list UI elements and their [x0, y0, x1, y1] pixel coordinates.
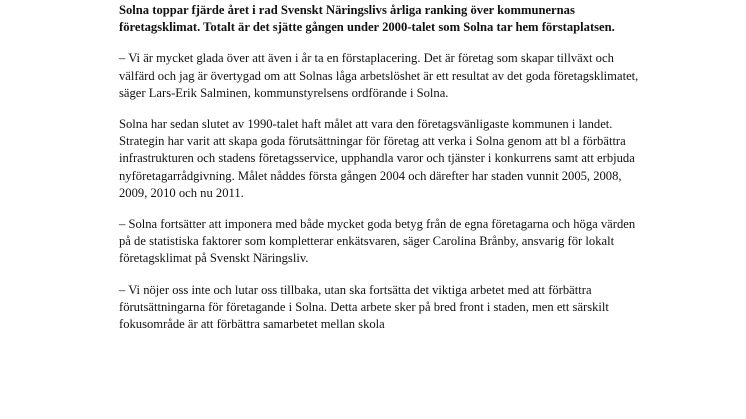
quote-salminen-paragraph: – Vi är mycket glada över att även i år ta en förstaplacering. Det är företag som skapar tillväxt och välfärd och jag är övertygad om att Solnas låga arbetslöshet är ett resultat av det goda företagsklimatet, säger Lars-Erik Salminen, kommunstyrelsens ordförande i Solna.: [119, 51, 639, 100]
quote-branby-paragraph: – Solna fortsätter att imponera med både mycket goda betyg från de egna företagarna och höga värden på de statistiska faktorer som kompletterar enkätsvaren, säger Carolina Brånby, ansvarig för lokalt företagsklimat på Svenskt Näringsliv.: [119, 217, 636, 266]
strategy-paragraph: Solna har sedan slutet av 1990-talet haft målet att vara den företagsvänligaste kommunen i landet. Strategin har varit att skapa goda förutsättningar för företag att verka i Solna genom att bl a förbättra infrastrukturen och stadens företagsservice, upphandla varor och tjänster i konkurrens samt att erbjuda nyföretagarrådgivning. Målet nåddes första gången 2004 och därefter har staden vunnit 2005, 2008, 2009, 2010 och nu 2011.: [119, 117, 635, 200]
lead-paragraph: Solna toppar fjärde året i rad Svenskt Näringslivs årliga ranking över kommunernas företagsklimat. Totalt är det sjätte gången under 2000-talet som Solna tar hem förstaplatsen.: [119, 3, 615, 35]
continuation-paragraph: – Vi nöjer oss inte och lutar oss tillbaka, utan ska fortsätta det viktiga arbetet med att förbättra förutsättningarna för företagande i Solna. Detta arbete sker på bred front i staden, men ett särskilt fokusområde är att förbättra samarbetet mellan skola: [119, 282, 609, 332]
document-page: [119, 0, 639, 347]
